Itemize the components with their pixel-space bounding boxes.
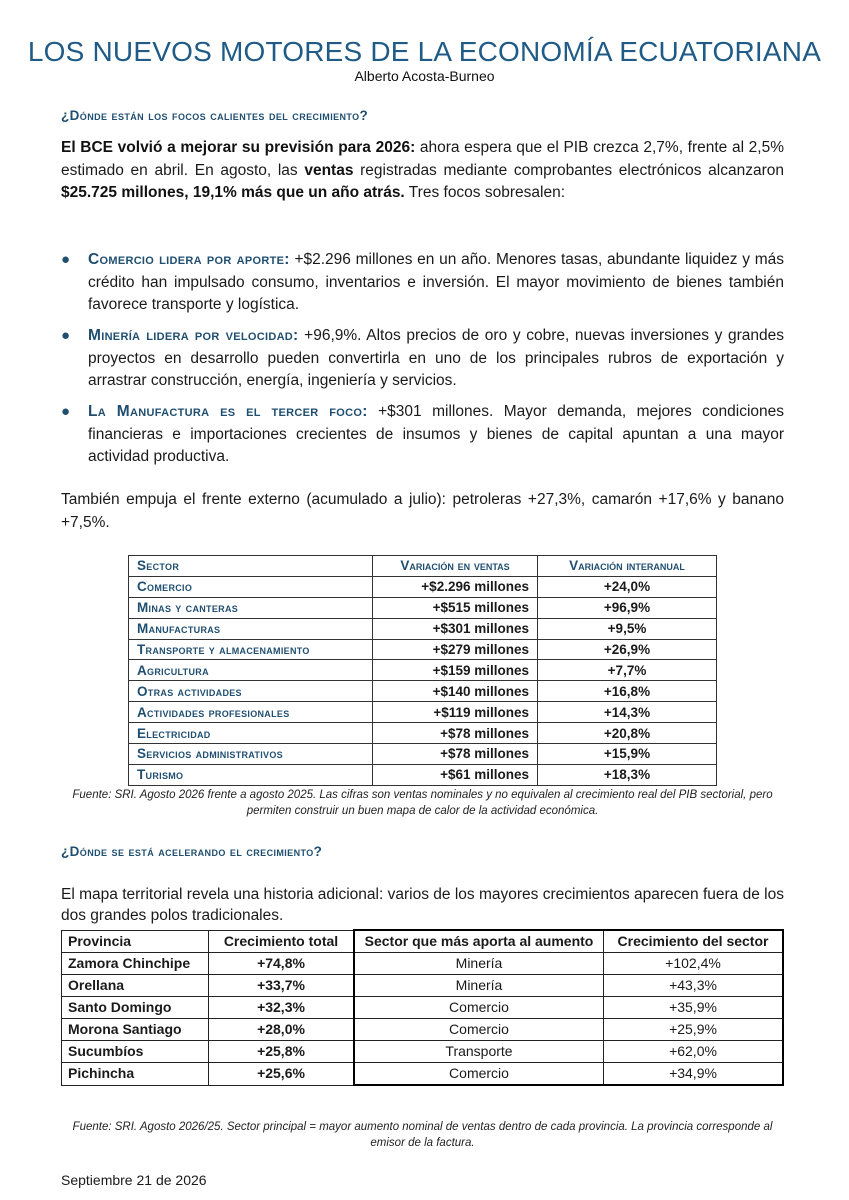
table-row [129, 576, 717, 597]
document-date: Septiembre 21 de 2026 [61, 1172, 207, 1188]
total-growth-cell: +32,3% [209, 997, 355, 1019]
sector-cell: Otras actividades [129, 681, 373, 702]
sales-cell: +$301 millones [373, 618, 538, 639]
total-growth-cell: +74,8% [209, 953, 355, 975]
bullet-item-mineria [61, 325, 784, 393]
sales-cell: +$515 millones [373, 597, 538, 618]
intro-bold-2: ventas [304, 161, 354, 179]
column-header-total-growth: Crecimiento total [209, 930, 355, 953]
sector-growth-cell: +35,9% [604, 997, 784, 1019]
sector-growth-cell: +102,4% [604, 953, 784, 975]
bullet-body: +$2.296 millones en un año. Menores tasas, abundante liquidez y más crédito han impulsado consumo, inventarios e inversión. El mayor movimiento de bienes también favorece transporte y logística. [88, 251, 784, 313]
sales-cell: +$279 millones [373, 639, 538, 660]
main-sector-cell: Transporte [354, 1041, 604, 1063]
yoy-cell: +20,8% [538, 723, 717, 744]
column-header-province: Provincia [62, 930, 209, 953]
province-cell: Zamora Chinchipe [62, 953, 209, 975]
table-row [129, 681, 717, 702]
sector-growth-cell: +62,0% [604, 1041, 784, 1063]
section-heading-acelerando: ¿Dónde se está acelerando el crecimiento? [61, 844, 323, 859]
province-cell: Pichincha [62, 1063, 209, 1086]
bullet-text [88, 325, 784, 393]
bullet-lead: Comercio lidera por aporte: [88, 251, 290, 268]
province-cell: Morona Santiago [62, 1019, 209, 1041]
province-cell: Santo Domingo [62, 997, 209, 1019]
sector-cell: Manufacturas [129, 618, 373, 639]
yoy-cell: +15,9% [538, 744, 717, 765]
province-cell: Orellana [62, 975, 209, 997]
section-heading-focos: ¿Dónde están los focos calientes del crecimiento? [61, 108, 369, 123]
intro-paragraph [61, 137, 784, 205]
sector-cell: Electricidad [129, 723, 373, 744]
sector-cell: Minas y canteras [129, 597, 373, 618]
yoy-cell: +24,0% [538, 576, 717, 597]
sector-cell: Transporte y almacenamiento [129, 639, 373, 660]
table-row [129, 639, 717, 660]
intro-text-2: registradas mediante comprobantes electrónicos alcanzaron [353, 161, 784, 179]
table-row [129, 660, 717, 681]
sector-cell: Comercio [129, 576, 373, 597]
table2-source-note: Fuente: SRI. Agosto 2026/25. Sector principal = mayor aumento nominal de ventas dentro de cada provincia. La provincia corresponde al emisor de la factura. [72, 1121, 773, 1149]
intro-bold-3: $25.725 millones, 19,1% más que un año atrás. [61, 184, 405, 201]
total-growth-cell: +25,8% [209, 1041, 355, 1063]
column-header-main-sector: Sector que más aporta al aumento [354, 930, 604, 953]
main-sector-cell: Comercio [354, 1063, 604, 1086]
intro-bold-1: El BCE volvió a mejorar su previsión para 2026: [61, 139, 416, 156]
total-growth-cell: +28,0% [209, 1019, 355, 1041]
sector-cell: Agricultura [129, 660, 373, 681]
sales-cell: +$2.296 millones [373, 576, 538, 597]
table-row [62, 1063, 784, 1086]
table-row [62, 997, 784, 1019]
sector-cell: Turismo [129, 764, 373, 785]
sales-cell: +$119 millones [373, 702, 538, 723]
territorial-paragraph: El mapa territorial revela una historia adicional: varios de los mayores crecimientos aparecen fuera de los dos grandes polos tradicionales. [61, 886, 784, 924]
bullet-dot-icon: ● [61, 327, 71, 344]
yoy-cell: +26,9% [538, 639, 717, 660]
main-sector-cell: Comercio [354, 997, 604, 1019]
sector-growth-cell: +25,9% [604, 1019, 784, 1041]
bullet-dot-icon: ● [61, 403, 71, 420]
table-header-row [62, 930, 784, 953]
intro-text-3: Tres focos sobresalen: [404, 184, 565, 201]
sector-growth-cell: +43,3% [604, 975, 784, 997]
sector-sales-table [128, 555, 717, 786]
table1-source-note: Fuente: SRI. Agosto 2026 frente a agosto 2025. Las cifras son ventas nominales y no equivalen al crecimiento real del PIB sectorial, pero permiten construir un buen mapa de calor de la actividad económica. [72, 789, 773, 817]
province-growth-table [61, 929, 784, 1086]
table-row [62, 1041, 784, 1063]
bullet-dot-icon: ● [61, 251, 71, 268]
sales-cell: +$140 millones [373, 681, 538, 702]
table-row [129, 723, 717, 744]
column-header-yoy-variation: Variación interanual [538, 556, 717, 577]
table-row [129, 702, 717, 723]
yoy-cell: +96,9% [538, 597, 717, 618]
sales-cell: +$78 millones [373, 744, 538, 765]
table-row [62, 1019, 784, 1041]
bullet-text [88, 401, 784, 469]
column-header-sector: Sector [129, 556, 373, 577]
column-header-sector-growth: Crecimiento del sector [604, 930, 784, 953]
bullet-lead: Minería lidera por velocidad: [88, 327, 299, 344]
bullet-item-comercio [61, 249, 784, 317]
table-row [129, 744, 717, 765]
sector-growth-cell: +34,9% [604, 1063, 784, 1086]
sector-cell: Servicios administrativos [129, 744, 373, 765]
bullet-lead: La Manufactura es el tercer foco: [88, 403, 368, 420]
page-title: LOS NUEVOS MOTORES DE LA ECONOMÍA ECUATORIANA [27, 36, 822, 67]
column-header-sales-variation: Variación en ventas [373, 556, 538, 577]
yoy-cell: +9,5% [538, 618, 717, 639]
table-row [129, 764, 717, 785]
bullet-body: +$301 millones. Mayor demanda, mejores condiciones financieras e importaciones crecientes de insumos y bienes de capital apuntan a una mayor actividad productiva. [88, 403, 784, 465]
total-growth-cell: +25,6% [209, 1063, 355, 1086]
total-growth-cell: +33,7% [209, 975, 355, 997]
main-sector-cell: Minería [354, 975, 604, 997]
yoy-cell: +7,7% [538, 660, 717, 681]
table-row [129, 618, 717, 639]
bullet-body: +96,9%. Altos precios de oro y cobre, nuevas inversiones y grandes proyectos en desarrollo pueden convertirla en uno de los principales rubros de exportación y arrastrar construcción, energía, ingeniería y servicios. [88, 327, 784, 389]
yoy-cell: +14,3% [538, 702, 717, 723]
yoy-cell: +16,8% [538, 681, 717, 702]
sales-cell: +$159 millones [373, 660, 538, 681]
province-cell: Sucumbíos [62, 1041, 209, 1063]
bullet-item-manufactura [61, 401, 784, 469]
table-row [62, 953, 784, 975]
sales-cell: +$78 millones [373, 723, 538, 744]
yoy-cell: +18,3% [538, 764, 717, 785]
bullet-text [88, 249, 784, 317]
table-row [129, 597, 717, 618]
intro-text-1: ahora espera que el PIB crezca 2,7%, frente al 2,5% estimado en abril. En agosto, las [61, 139, 784, 179]
author-name: Alberto Acosta-Burneo [354, 68, 495, 84]
table-row [62, 975, 784, 997]
table-header-row [129, 556, 717, 577]
external-front-paragraph: También empuja el frente externo (acumulado a julio): petroleras +27,3%, camarón +17,6% y banano +7,5%. [61, 491, 784, 531]
main-sector-cell: Comercio [354, 1019, 604, 1041]
sector-cell: Actividades profesionales [129, 702, 373, 723]
sales-cell: +$61 millones [373, 764, 538, 785]
main-sector-cell: Minería [354, 953, 604, 975]
